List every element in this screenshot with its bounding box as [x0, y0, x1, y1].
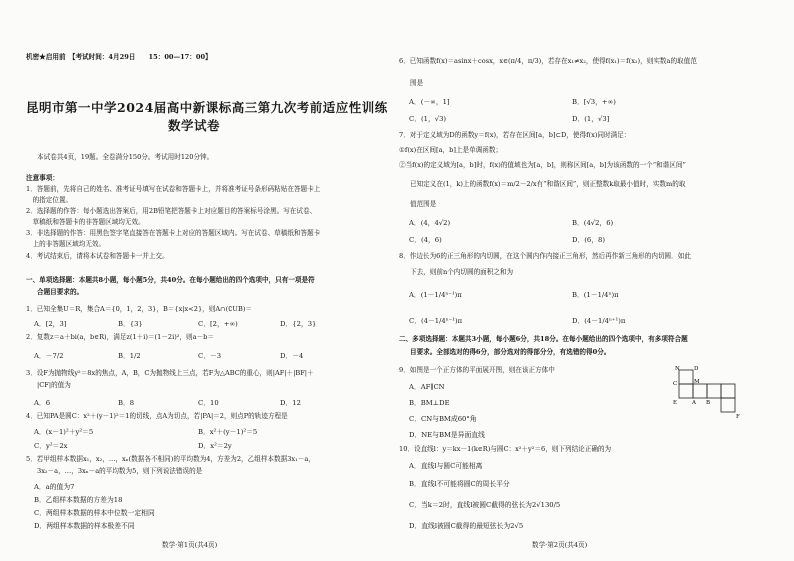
- q5-option-c: C．两组样本数据的样本中位数一定相同: [34, 509, 155, 517]
- q8-option-c: C．(4－1/4ⁿ⁻¹)π: [409, 317, 463, 325]
- q7-option-b: B．(4√2，6): [572, 219, 614, 227]
- q2-option-a: A．－7/2: [34, 352, 64, 360]
- q3-option-d: D．12: [280, 399, 301, 407]
- question-6: 6．已知函数f(x)＝asinx＋cosx，x∈(π/4，π/3)，若存在x₁≠x₂，使得f(x₁)＝f(x₂)，则实数a的取值范: [399, 57, 697, 65]
- q6-option-d: D．(1，√3]: [572, 115, 610, 123]
- notice-line: 草稿纸和答题卡的非答题区域均无效。: [26, 218, 145, 226]
- section-1-heading: 一、单项选择题：本题共8小题，每小题5分，共40分。在每小题给出的四个选项中，只有一项是符: [26, 276, 315, 284]
- q2-option-c: C．－3: [198, 352, 222, 360]
- q8-option-b: B．(1－1/4ⁿ)π: [572, 291, 619, 299]
- q6-option-b: B．[√3，+∞): [572, 98, 616, 106]
- q2-option-d: D．－4: [280, 352, 304, 360]
- question-9: 9．如图是一个正方体的平面展开图，则在该正方体中: [399, 366, 555, 374]
- notice-line: 的指定位置。: [26, 196, 73, 204]
- net-label-m: M: [694, 379, 700, 385]
- net-label-n: N: [675, 366, 680, 372]
- net-square: [679, 384, 693, 398]
- q10-option-b: B．直线l不可能将圆C的周长平分: [409, 480, 510, 488]
- q9-option-c: C．CN与BM成60°角: [409, 415, 477, 423]
- net-square: [707, 384, 721, 398]
- question-2: 2．复数z＝a＋bi(a，b∈R)，满足z(1＋i)＝(1－2i)²，则a－b＝: [26, 333, 214, 341]
- section-1-heading-cont: 合题目要求的。: [37, 288, 84, 296]
- q4-option-b: B．x²＋(y－1)²＝5: [198, 428, 258, 436]
- q1-option-b: B．{3}: [118, 320, 143, 328]
- exam-page-2: [397, 0, 794, 561]
- notice-line: 2．选择题的作答：每小题选出答案后，用2B铅笔把答题卡上对应题目的答案标号涂黑。写在试卷、: [26, 207, 317, 215]
- question-4: 4．已知PA是圆C：x²＋(y－1)²＝1的切线，点A为切点，若|PA|＝2，则点P的轨迹方程是: [26, 412, 288, 420]
- net-square: [679, 370, 693, 384]
- net-square: [721, 384, 735, 398]
- cube-net-figure: [669, 362, 747, 428]
- q4-option-c: C．y²＝2x: [34, 442, 68, 450]
- page-footer: 数学·第1页(共4页): [162, 541, 218, 549]
- question-5-cont: 3x₂－a，…，3xₙ－a的平均数为5，则下列说法错误的是: [37, 467, 203, 475]
- notice-line: 4．考试结束后，请将本试卷和答题卡一并上交。: [26, 252, 169, 260]
- q3-option-b: B．8: [118, 399, 135, 407]
- notice-line: 3．非选择题的作答：用黑色签字笔直接答在答题卡上对应的答题区域内。写在试卷、草稿纸和答题卡: [26, 229, 321, 237]
- q5-option-d: D．两组样本数据的样本极差不同: [34, 522, 135, 530]
- q2-option-b: B．1/2: [118, 352, 141, 360]
- section-2-heading-cont: 目要求。全部选对的得6分，部分选对的得部分分，有选错的得0分。: [410, 348, 611, 356]
- q1-option-d: D．{2，3}: [280, 320, 317, 328]
- notice-line: 上的非答题区域均无效。: [26, 240, 106, 248]
- exam-subtitle: 数学试卷: [168, 118, 221, 133]
- q7-option-d: D．(6，8): [572, 236, 605, 244]
- q1-option-a: A．[2，3]: [34, 320, 67, 328]
- net-label-b: B: [706, 400, 711, 406]
- question-5: 5．若甲组样本数据x₁，x₂，…，xₙ(数据各不相同)的平均数为4，方差为2，乙组样本数据3x₁－a，: [26, 455, 315, 463]
- question-3-cont: |CF|的值为: [37, 381, 71, 389]
- q9-option-a: A．AF∥CN: [409, 383, 445, 391]
- net-square: [721, 398, 735, 412]
- net-label-a: A: [692, 400, 696, 406]
- question-7: 7．对于定义域为D的函数y＝f(x)，若存在区间[a，b]⊂D，使得f(x)同时满足：: [399, 131, 631, 139]
- question-10: 10．设直线l：y＝kx－1(k∈R)与圆C：x²＋y²＝6，则下列结论正确的为: [399, 445, 612, 453]
- page-footer: 数学·第2页(共4页): [532, 541, 588, 549]
- q3-option-a: A．6: [34, 399, 51, 407]
- question-7-cont-2: 值范围是: [410, 200, 437, 208]
- q8-option-a: A．(1－1/4ⁿ⁻¹)π: [409, 291, 462, 299]
- net-square: [693, 384, 707, 398]
- question-8-cont: 下去，则前n个内切圆的面积之和为: [410, 268, 514, 276]
- q8-option-d: D．(4－1/4ⁿ⁺¹)π: [572, 317, 626, 325]
- q5-option-b: B．乙组样本数据的方差为18: [34, 496, 123, 504]
- q1-option-c: C．[2，+∞): [198, 320, 238, 328]
- q10-option-d: D．直线l被圆C截得的最短弦长为2√5: [409, 522, 524, 530]
- question-8: 8．作边长为6的正三角形的内切圆，在这个圆内作内接正三角形，然后再作新三角形的内切圆．如此: [399, 252, 691, 260]
- net-label-c: C: [673, 381, 678, 387]
- question-7-cond-1: ①f(x)在区间[a，b]上是单调函数；: [399, 146, 503, 154]
- q6-option-a: A．(－∞，1]: [409, 98, 450, 106]
- net-label-e: E: [673, 400, 678, 406]
- exam-title: 昆明市第一中学2024届高中新课标高三第九次考前适应性训练: [26, 100, 388, 115]
- section-2-heading: 二、多项选择题：本题共3小题，每小题6分，共18分。在每小题给出的四个选项中，有多项符合题: [399, 335, 688, 343]
- q10-option-c: C．当k＝2时，直线l被圆C截得的弦长为2√130/5: [409, 501, 561, 509]
- notice-title: 注意事项：: [26, 174, 59, 182]
- q6-option-c: C．(1，√3): [409, 115, 447, 123]
- question-6-cont: 围是: [410, 79, 424, 87]
- notice-line: 1．答题前，先将自己的姓名、准考证号填写在试卷和答题卡上，并将准考证号条形码粘贴在答题卡上: [26, 185, 321, 193]
- question-7-cond-2: ②当f(x)的定义域为[a，b]时，f(x)的值域也为[a，b]，则称区间[a，b]为该函数的一个“和谐区间”: [399, 161, 686, 169]
- q4-option-d: D．x²＝2y: [198, 442, 232, 450]
- question-3: 3．设F为抛物线y²＝8x的焦点，A，B，C为抛物线上三点，若F为△ABC的重心，则|AF|＋|BF|＋: [26, 369, 314, 377]
- q4-option-a: A．(x－1)²＋y²＝5: [34, 428, 94, 436]
- net-label-f: F: [736, 414, 740, 420]
- q9-option-d: D．NE与BM是异面直线: [409, 431, 485, 439]
- q9-option-b: B．BM⊥DE: [409, 399, 450, 407]
- question-7-cont: 已知定义在(1，k)上的函数f(x)＝m/2－2/x有“和谐区间”，则正整数k取最小值时，实数m的取: [410, 180, 686, 188]
- confidential-header: 机密★启用前 【考试时间：4月29日 15：00—17：00】: [26, 53, 212, 61]
- exam-intro: 本试卷共4页，19题。全卷满分150分。考试用时120分钟。: [37, 153, 214, 161]
- net-label-d: D: [694, 366, 699, 372]
- q5-option-a: A．a的值为7: [34, 483, 75, 491]
- q10-option-a: A．直线l与圆C可能相离: [409, 462, 483, 470]
- question-1: 1．已知全集U＝R，集合A＝{0，1，2，3}，B＝{x|x<2}，则A∩(∁UB)＝: [26, 305, 252, 313]
- q3-option-c: C．10: [198, 399, 219, 407]
- q7-option-a: A．(4，4√2): [409, 219, 451, 227]
- q7-option-c: C．(4，6): [409, 236, 442, 244]
